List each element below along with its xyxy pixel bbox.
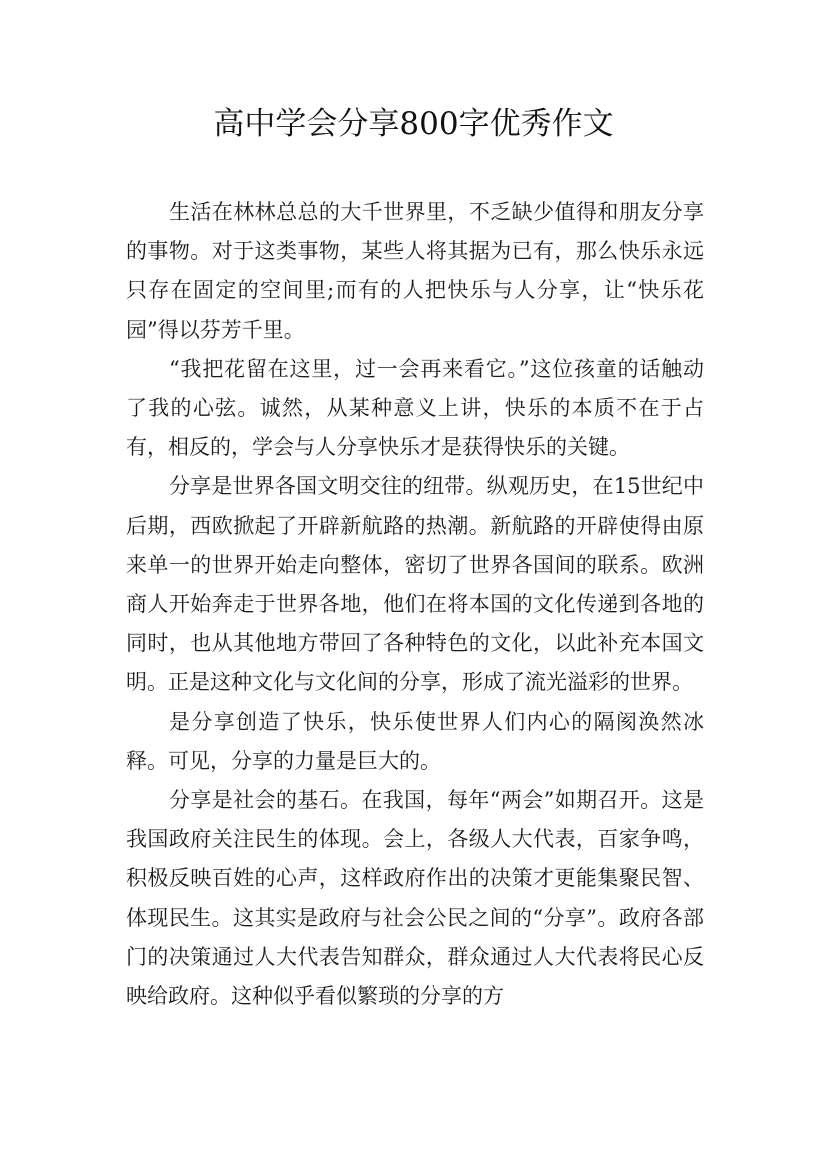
paragraph-2: “我把花留在这里，过一会再来看它。”这位孩童的话触动了我的心弦。诚然，从某种意义上讲，快乐的本质不在于占有，相反的，学会与人分享快乐才是获得快乐的关键。 — [126, 356, 704, 460]
paragraph-5: 分享是社会的基石。在我国，每年“两会”如期召开。这是我国政府关注民生的体现。会上，各级人大代表，百家争鸣，积极反映百姓的心声，这样政府作出的决策才更能集聚民智、体现民生。这其实是政府与社会公民之间的“分享”。政府各部门的决策通过人大代表告知群众，群众通过人大代表将民心反映给政府。这种似乎看似繁琐的分享的方 — [126, 788, 704, 1009]
document-title: 高中学会分享800字优秀作文 — [213, 106, 614, 142]
paragraph-4: 是分享创造了快乐，快乐使世界人们内心的隔阂涣然冰释。可见，分享的力量是巨大的。 — [126, 709, 704, 773]
paragraph-3: 分享是世界各国文明交往的纽带。纵观历史，在15世纪中后期，西欧掀起了开辟新航路的热潮。新航路的开辟使得由原来单一的世界开始走向整体，密切了世界各国间的联系。欧洲商人开始奔走于世界各地，他们在将本国的文化传递到各地的同时，也从其他地方带回了各种特色的文化，以此补充本国文明。正是这种文化与文化间的分享，形成了流光溢彩的世界。 — [126, 474, 704, 695]
document-body — [126, 193, 704, 1016]
paragraph-1: 生活在林林总总的大千世界里，不乏缺少值得和朋友分享的事物。对于这类事物，某些人将其据为已有，那么快乐永远只存在固定的空间里;而有的人把快乐与人分享，让“快乐花园”得以芬芳千里。 — [126, 200, 704, 342]
